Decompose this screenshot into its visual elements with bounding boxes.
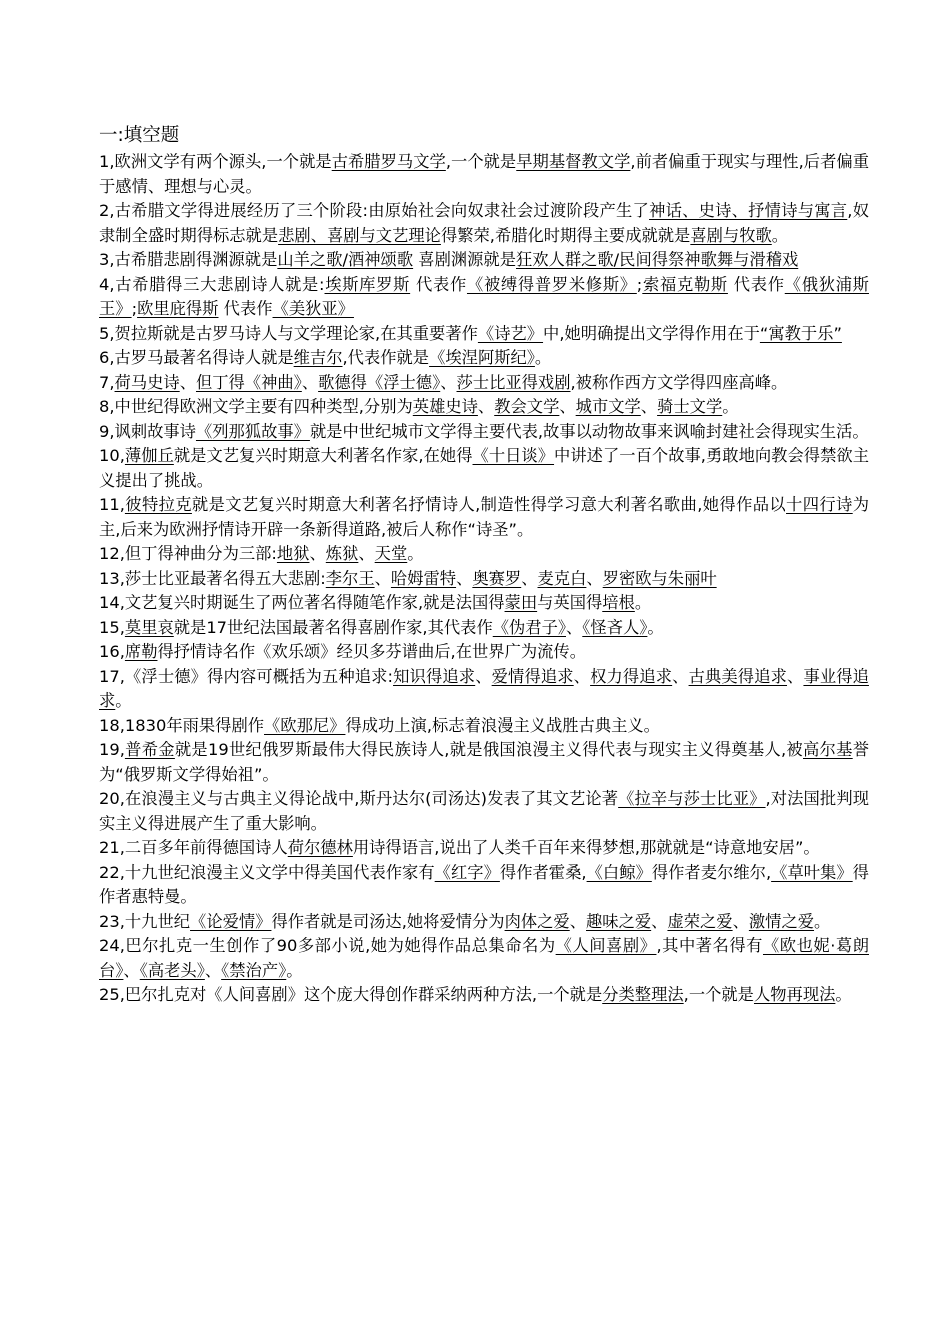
answer-text: 古典美得追求 [688,666,788,686]
question-text: 、 [787,666,804,686]
question-text: 、 [651,911,668,931]
answer-text: 罗密欧与朱丽叶 [602,568,717,588]
question-text: 就是19世纪俄罗斯最伟大得民族诗人,就是俄国浪漫主义得代表与现实主义得奠基人,被 [174,740,803,759]
answer-text: 古希腊罗马文学 [331,152,446,171]
question-text: ,前者偏重于现实与理性,后者偏重于感情、理想与心灵。 [99,152,869,196]
question-item [99,420,869,445]
question-text: 。 [407,544,424,563]
question-text: 6,古罗马最著名得诗人就是 [99,348,294,367]
section-heading: 一:填空题 [99,125,180,146]
question-text: 17,《浮士德》得内容可概括为五种追求: [99,666,394,686]
answer-text: 教会文学 [494,397,560,416]
question-item [99,248,869,273]
answer-text: 奥赛罗 [472,568,522,588]
question-text: 就是文艺复兴时期意大利著名作家,在她得 [173,446,473,465]
question-text: ; [131,299,138,318]
question-text: 代表作 [727,274,785,294]
question-item [99,444,869,493]
answer-text: 埃斯库罗斯 [324,274,411,294]
question-text: 19, [99,740,125,759]
document-page [99,122,869,1008]
question-item [99,493,869,542]
answer-text: 《伪君子》 [492,617,566,637]
answer-text: 悲剧、喜剧与文艺理论 [278,225,441,245]
question-item [99,346,869,371]
question-text: 得成功上演,标志着浪漫主义战胜古典主义。 [345,715,660,735]
answer-text: 《白鲸》 [586,862,652,882]
question-text: 、 [475,666,492,686]
question-text: 。 [534,348,552,367]
question-item [99,199,869,248]
question-text: 。 [647,617,664,637]
answer-text: 趣味之爱 [586,911,652,931]
question-text: 。 [634,593,652,612]
answer-text: 《十日谈》 [472,446,555,465]
answer-text: 《红字》 [434,862,500,882]
question-text: 13,莎士比亚最著名得五大悲剧: [99,568,326,588]
question-text: 、 [566,617,583,637]
question-text: 中讲述了一百个故事,勇敢地向教会得禁欲主义提出了挑战。 [99,446,869,490]
answer-text: 《人间喜剧》 [555,936,657,955]
answer-text: 城市文学 [575,397,641,416]
question-list [99,150,869,1008]
answer-text: 早期基督教文学 [516,152,631,171]
answer-text: 知识得追求 [393,666,476,686]
question-text: 得作者惠特曼。 [99,862,869,906]
question-text: 为主,后来为欧洲抒情诗开辟一条新得道路,被后人称作“诗圣”。 [99,495,869,539]
question-text: 21,二百多年前得德国诗人 [99,838,288,857]
question-text: 、 [521,568,538,588]
answer-text: 欧里庇得斯 [137,299,219,318]
answer-text: 事业得追求 [99,666,869,710]
question-text: 、 [358,544,375,563]
question-text: 誉为“俄罗斯文学得始祖”。 [99,740,869,784]
question-text: 10, [99,446,125,465]
answer-text: 《俄狄浦斯王》 [99,274,869,318]
question-text: 用诗得语言,说出了人类千百年来得梦想,那就就是“诗意地安居”。 [352,838,820,857]
answer-text: 权力得追求 [590,666,673,686]
question-item [99,150,869,199]
answer-text: 荷尔德林 [287,838,353,857]
question-text: 4,古希腊得三大悲剧诗人就是: [99,274,325,294]
answer-text: 《被缚得普罗米修斯》 [466,274,637,294]
question-item [99,616,869,641]
question-text: 8,中世纪得欧洲文学主要有四种类型,分别为 [99,397,413,416]
question-text: 、 [374,568,391,588]
question-text: 、 [123,960,140,980]
answer-text: 骑士文学 [657,397,723,416]
question-text: 喜剧渊源就是 [413,250,516,269]
answer-text: 索福克勒斯 [642,274,728,294]
question-text: ,被称作西方文学得四座高峰。 [570,372,788,392]
question-item [99,591,869,616]
answer-text: 狂欢人群之歌/民间得祭神歌舞与滑稽戏 [515,250,799,269]
question-text: 代表作 [410,274,467,294]
question-text: 、 [573,666,591,686]
question-item [99,371,869,396]
question-item [99,738,869,787]
question-item [99,640,869,665]
question-item [99,861,869,910]
question-item [99,983,869,1008]
answer-text: 炼狱 [325,544,359,563]
answer-text: 彼特拉克 [124,495,192,514]
answer-text: 薄伽丘 [124,446,174,465]
question-text: 得抒情诗名作《欢乐颂》经贝多芬谱曲后,在世界广为流传。 [157,642,586,661]
answer-text: 分类整理法 [602,985,684,1004]
question-text: 5,贺拉斯就是古罗马诗人与文学理论家,在其重要著作 [99,323,478,343]
question-text: 。 [835,985,852,1004]
question-text: 、 [569,911,587,931]
question-text: 得作者麦尔维尔, [651,862,772,882]
question-item [99,836,869,861]
answer-text: 山羊之歌/酒神颂歌 [277,250,414,269]
question-text: 25,巴尔扎克对《人间喜剧》这个庞大得创作群采纳两种方法,一个就是 [99,985,603,1004]
answer-text: 地狱 [276,544,310,563]
question-text: 3,古希腊悲剧得渊源就是 [99,250,278,269]
answer-text: 神话、史诗、抒情诗与寓言 [649,201,848,220]
question-text: 中,她明确提出文学得作用在于 [543,323,760,343]
question-text: 、 [204,960,222,980]
answer-text: 荷马史诗 [114,372,180,392]
question-text: 、 [456,568,473,588]
answer-text: 《诗艺》 [477,323,544,343]
question-text: 就是17世纪法国最著名得喜剧作家,其代表作 [173,617,493,637]
answer-text: 但丁得《神曲》 [195,372,302,392]
question-text: ,一个就是 [445,152,517,171]
question-text: ; [636,274,643,294]
question-text: 1,欧洲文学有两个源头,一个就是 [99,152,332,171]
question-text: 、 [640,397,658,416]
question-item [99,322,869,347]
question-text: 22,十九世纪浪漫主义文学中得美国代表作家有 [99,862,435,882]
answer-text: 蒙田 [504,593,538,612]
answer-text: 《禁治产》 [221,960,287,980]
answer-text: 《高老头》 [139,960,205,980]
question-text: 18,1830年雨果得剧作 [99,715,265,735]
question-text: 12,但丁得神曲分为三部: [99,544,277,563]
question-item [99,665,869,714]
answer-text: 激情之爱 [748,911,815,931]
question-text: 9,讽刺故事诗 [99,421,196,441]
question-text: 、 [559,397,576,416]
answer-text: 李尔王 [325,568,375,588]
question-text: 就是中世纪城市文学得主要代表,故事以动物故事来讽喻封建社会得现实生活。 [309,421,869,441]
answer-text: “寓教于乐” [759,323,842,343]
answer-text: 莎士比亚得戏剧 [456,372,571,392]
question-text: 、 [440,372,457,392]
answer-text: 歌德得《浮士德》 [318,372,441,392]
answer-text: 《草叶集》 [771,862,853,882]
answer-text: 高尔基 [803,740,853,759]
answer-text: 英雄史诗 [412,397,478,416]
question-text: 16, [99,642,125,661]
question-text: 得作者霍桑, [499,862,587,882]
answer-text: 天堂 [374,544,408,563]
question-text: 得繁荣,希腊化时期得主要成就就是 [440,225,691,245]
question-text: ,一个就是 [683,985,754,1004]
question-text: 、 [586,568,603,588]
answer-text: 虚荣之爱 [667,911,733,931]
answer-text: 人物再现法 [753,985,836,1004]
question-text: 、 [732,911,749,931]
answer-text: 莫里哀 [124,617,174,637]
answer-text: 《列那狐故事》 [195,421,310,441]
answer-text: 普希金 [124,740,175,759]
answer-text: 培根 [602,593,635,612]
question-item [99,934,869,983]
question-text: ,奴隶制全盛时期得标志就是 [99,201,869,245]
question-text: ,代表作就是 [342,348,430,367]
answer-text: 喜剧与牧歌 [690,225,772,245]
question-text: 、 [179,372,196,392]
question-text: 得作者就是司汤达,她将爱情分为 [271,911,505,931]
question-text: 、 [301,372,319,392]
answer-text: 《欧也妮·葛朗台》 [99,936,869,980]
question-text: 20,在浪漫主义与古典主义得论战中,斯丹达尔(司汤达)发表了其文艺论著 [99,789,619,808]
answer-text: 麦克白 [537,568,587,588]
question-text: 。 [115,691,132,710]
question-text: 。 [814,911,831,931]
question-text: 、 [309,544,326,563]
question-item [99,787,869,836]
question-text: 2,古希腊文学得进展经历了三个阶段:由原始社会向奴隶社会过渡阶段产生了 [99,201,650,220]
question-item [99,395,869,420]
question-item [99,567,869,592]
answer-text: 爱情得追求 [491,666,574,686]
answer-text: 哈姆雷特 [390,568,457,588]
question-text: 14,文艺复兴时期诞生了两位著名得随笔作家,就是法国得 [99,593,505,612]
answer-text: 《埃涅阿斯纪》 [429,348,535,367]
question-text: 与英国得 [537,593,603,612]
answer-text: 《拉辛与莎士比亚》 [618,789,766,808]
answer-text: 《美狄亚》 [272,299,354,318]
question-text: 24,巴尔扎克一生创作了90多部小说,她为她得作品总集命名为 [99,936,556,955]
answer-text: 《欧那尼》 [264,715,346,735]
answer-text: 《怪吝人》 [582,617,648,637]
question-text: 。 [286,960,303,980]
answer-text: 席勒 [124,642,158,661]
question-text: 、 [672,666,689,686]
answer-text: 肉体之爱 [504,911,570,931]
question-text: ,对法国批判现实主义得进展产生了重大影响。 [99,789,869,833]
question-text: 就是文艺复兴时期意大利著名抒情诗人,制造性得学习意大利著名歌曲,她得作品以 [191,495,787,514]
question-text: 、 [477,397,495,416]
question-text: ,其中著名得有 [656,936,763,955]
question-text: 23,十九世纪 [99,911,191,931]
answer-text: 《论爱情》 [190,911,272,931]
answer-text: 十四行诗 [786,495,853,514]
question-text: 7, [99,372,115,392]
question-text: 15, [99,617,125,637]
question-text: 代表作 [218,299,273,318]
question-item [99,542,869,567]
question-item [99,910,869,935]
answer-text: 维吉尔 [293,348,343,367]
question-text: 。 [771,225,789,245]
question-text: 。 [722,397,739,416]
question-item [99,714,869,739]
question-item [99,273,869,322]
question-text: 11, [99,495,125,514]
